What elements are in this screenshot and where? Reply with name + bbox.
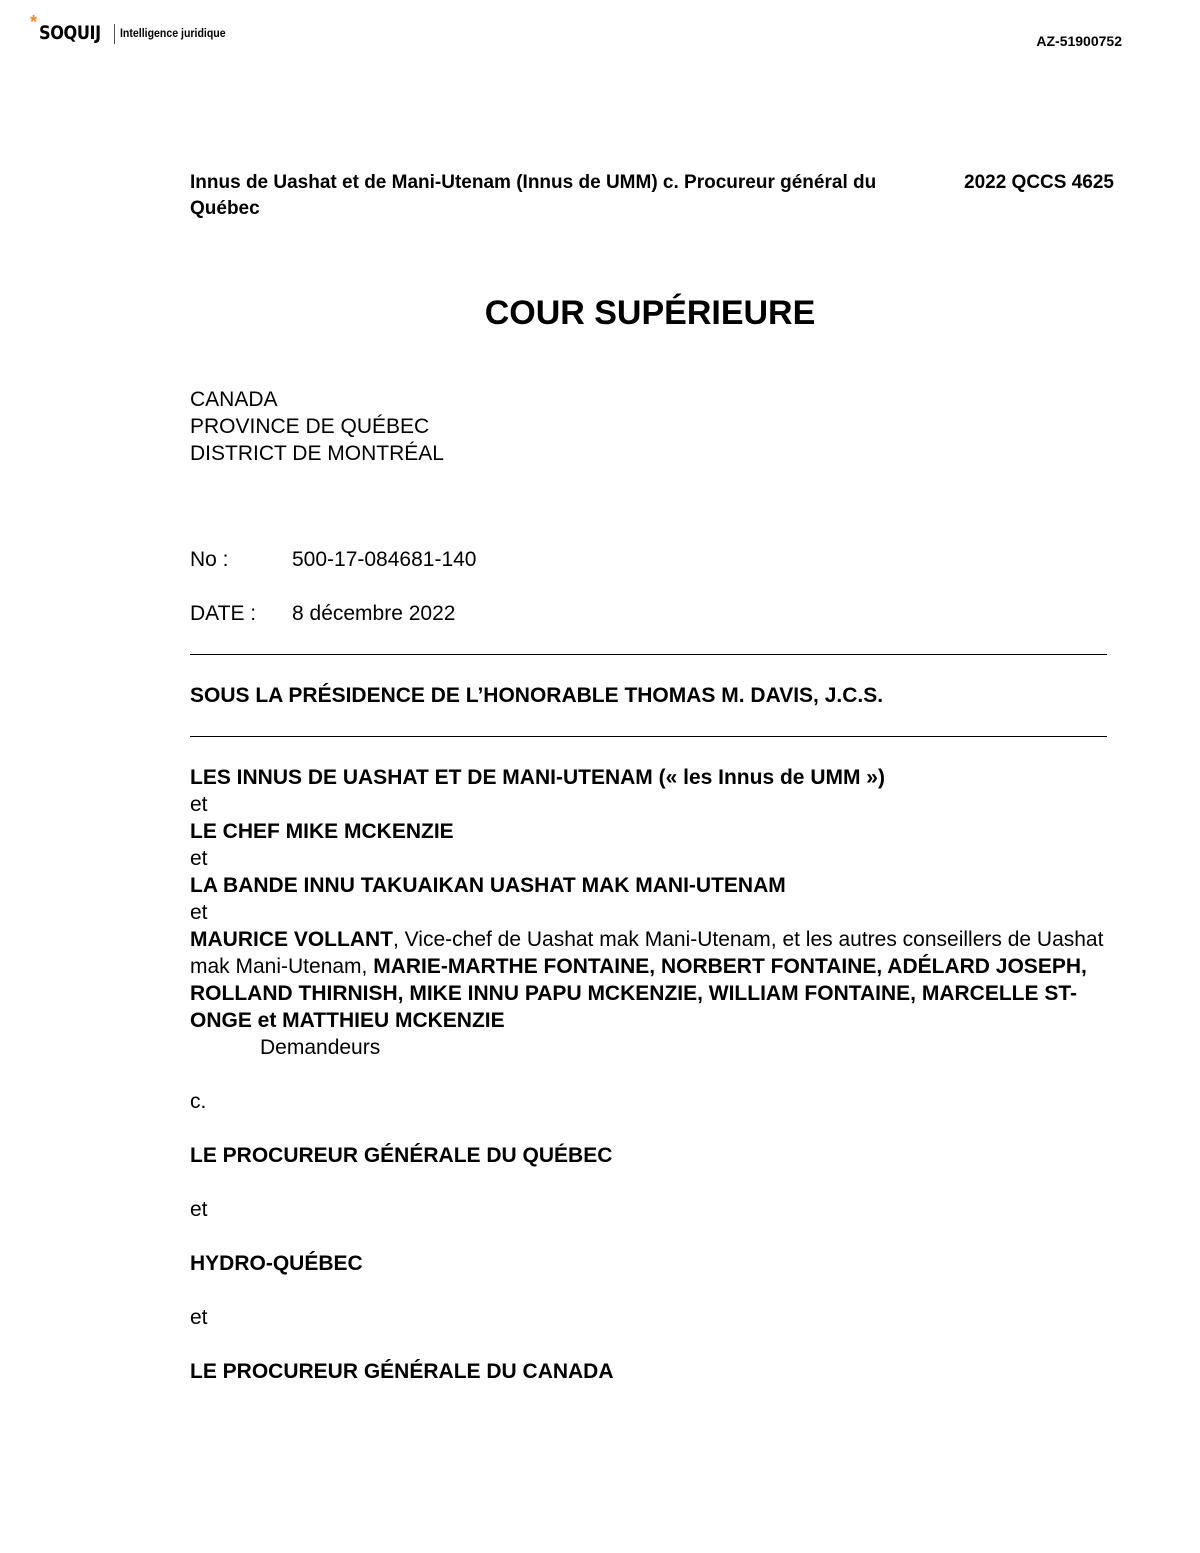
plaintiff-4-others: MARIE-MARTHE FONTAINE, NORBERT FONTAINE, ADÉLARD JOSEPH, ROLLAND THIRNISH, MIKE INNU PAPU MCKENZIE, WILLIAM FONTAINE, MARCELLE ST-ONGE et MATTHIEU MCKENZIE [190,955,1087,1032]
file-number-label: No : [190,548,229,571]
date-label: DATE : [190,602,257,625]
defendant-2: HYDRO-QUÉBEC [190,1252,363,1275]
conjunction: et [190,901,208,924]
court-name: COUR SUPÉRIEURE [484,294,816,332]
conjunction: et [190,793,208,816]
logo-divider [114,24,115,44]
conjunction: et [190,1198,208,1221]
case-title: Innus de Uashat et de Mani-Utenam (Innus de UMM) c. Procureur général du Québec [190,172,877,219]
divider-top [190,654,1107,655]
neutral-citation: 2022 QCCS 4625 [964,172,1114,193]
file-number-value: 500-17-084681-140 [292,548,477,571]
logo-brand: SOQUIJ [39,22,101,44]
document-id: AZ-51900752 [1036,33,1122,49]
divider-bottom [190,736,1107,737]
plaintiffs-role: Demandeurs [260,1036,381,1059]
conjunction: et [190,1306,208,1329]
date-value: 8 décembre 2022 [292,602,456,625]
plaintiff-4-description: , Vice-chef de Uashat mak Mani-Utenam, et les autres conseillers de Uashat mak Mani-Utenam, [190,928,1104,978]
jurisdiction-province: PROVINCE DE QUÉBEC [190,415,430,438]
plaintiff-1: LES INNUS DE UASHAT ET DE MANI-UTENAM (« les Innus de UMM ») [190,766,885,789]
plaintiffs-block [190,764,1110,1061]
defendant-1: LE PROCUREUR GÉNÉRALE DU QUÉBEC [190,1144,613,1167]
presiding-judge: SOUS LA PRÉSIDENCE DE L’HONORABLE THOMAS M. DAVIS, J.C.S. [190,684,884,707]
jurisdiction-country: CANADA [190,388,278,411]
plaintiff-2: LE CHEF MIKE MCKENZIE [190,820,454,843]
versus: c. [190,1090,207,1113]
jurisdiction-block [190,386,444,467]
plaintiff-3: LA BANDE INNU TAKUAIKAN UASHAT MAK MANI-UTENAM [190,874,786,897]
conjunction: et [190,847,208,870]
plaintiff-4-name: MAURICE VOLLANT [190,928,393,951]
logo-tagline: Intelligence juridique [120,26,226,40]
jurisdiction-district: DISTRICT DE MONTRÉAL [190,442,444,465]
plaintiff-4 [190,926,1110,1034]
asterisk-icon: * [30,12,38,32]
defendant-3: LE PROCUREUR GÉNÉRALE DU CANADA [190,1360,614,1383]
